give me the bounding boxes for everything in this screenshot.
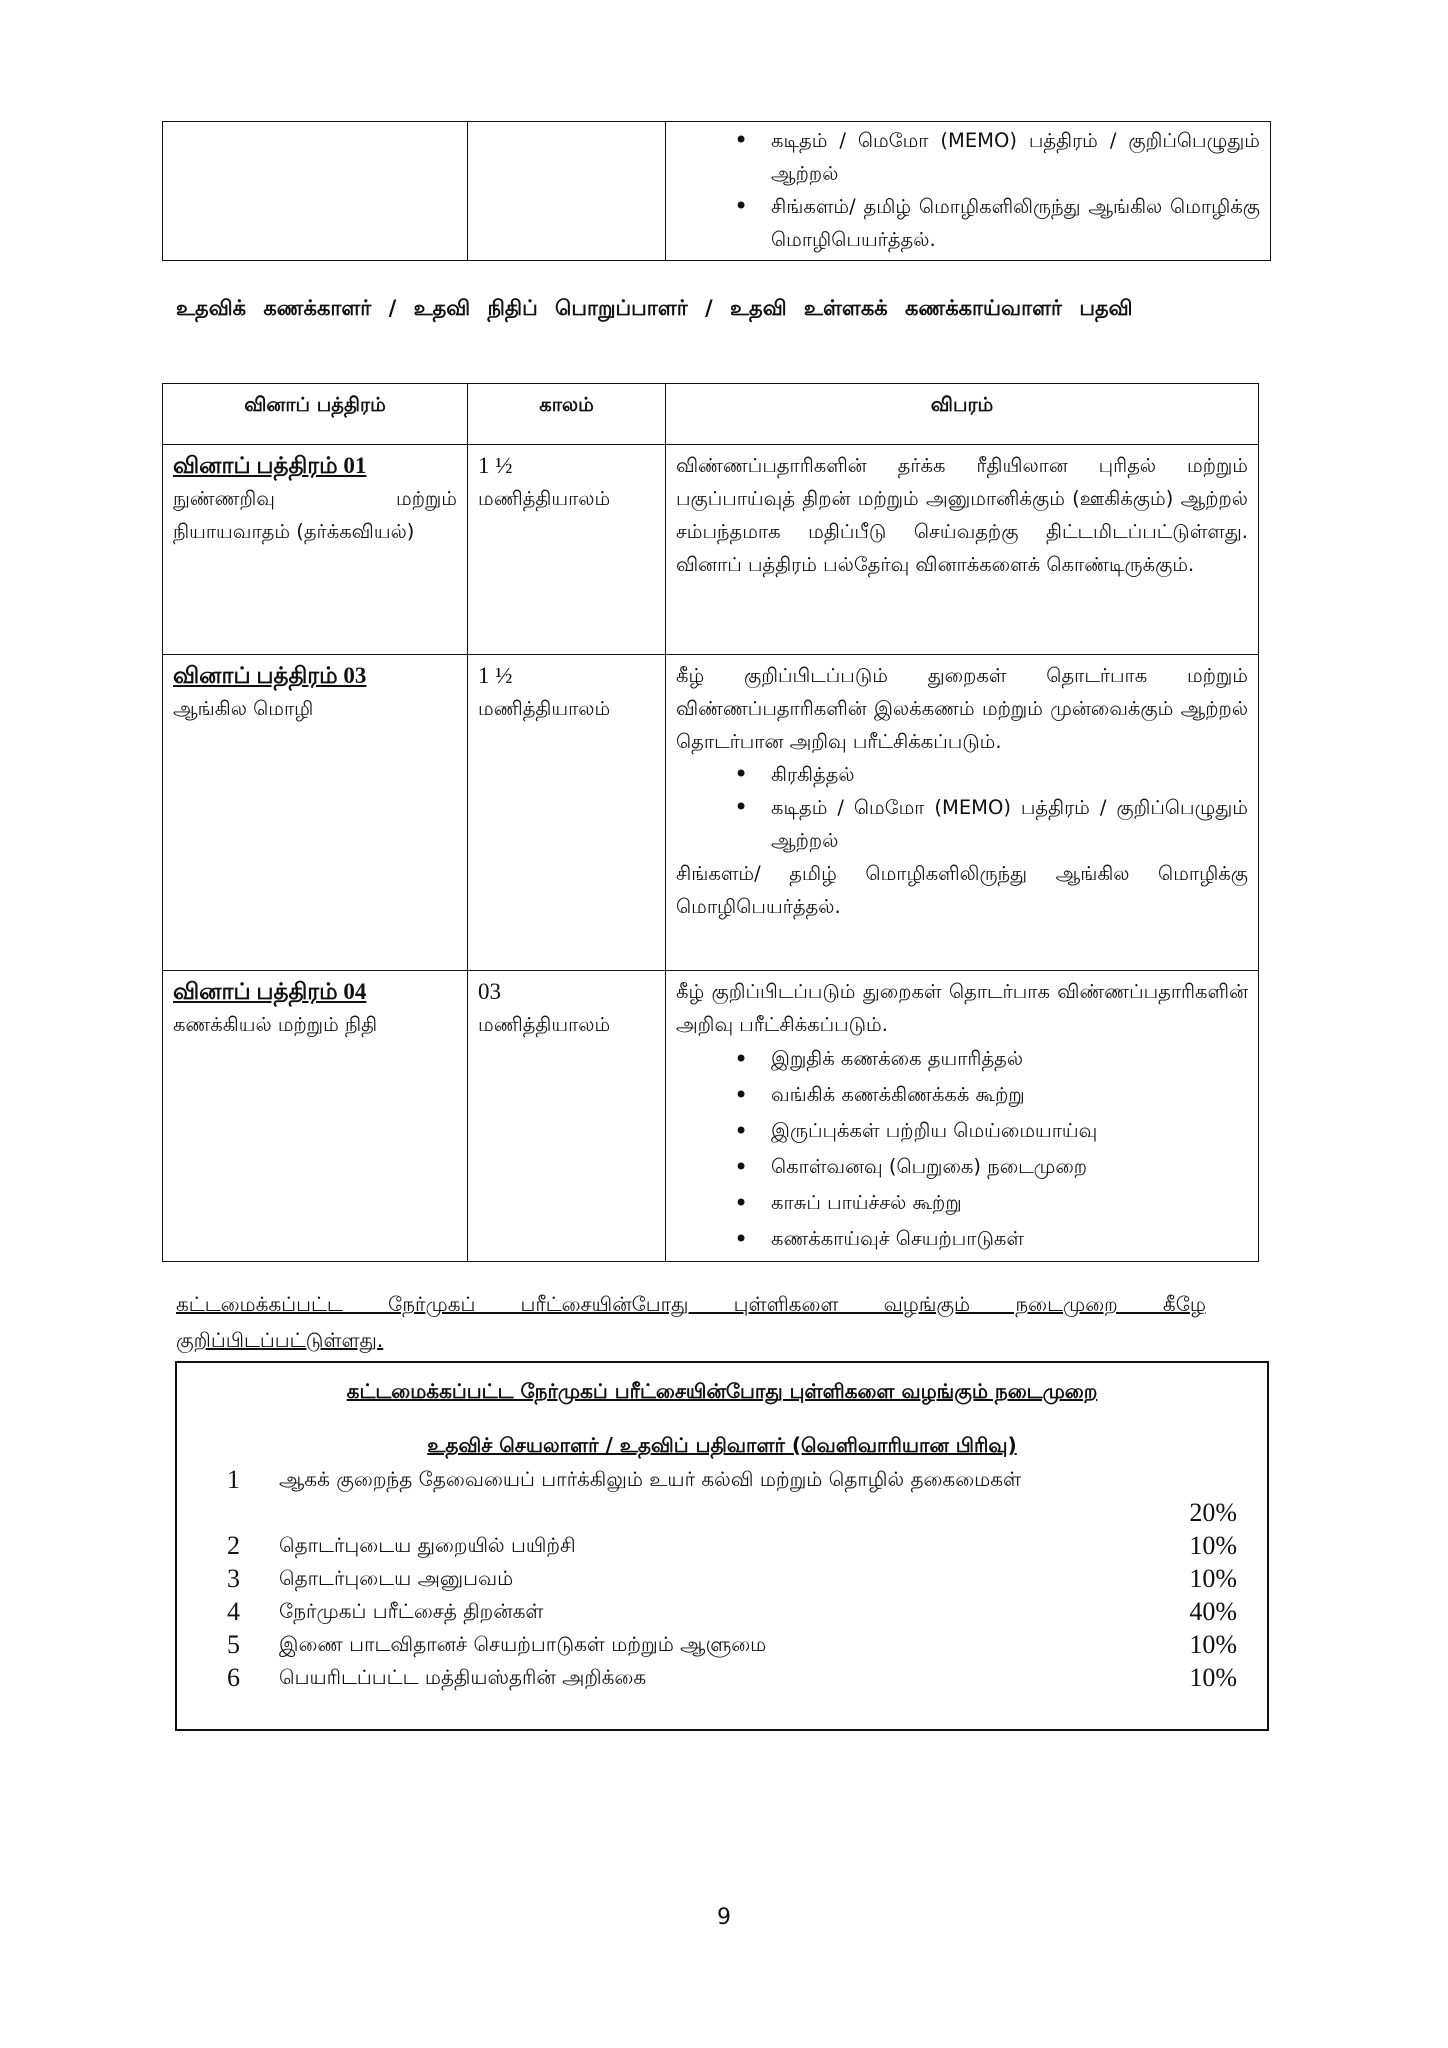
bullet-item: • வங்கிக் கணக்கிணக்கக் கூற்று	[676, 1077, 1248, 1113]
detail-text: கீழ் குறிப்பிடப்படும் துறைகள் தொடர்பாக விண்ணப்பதாரிகளின் அறிவு பரீட்சிக்கப்படும்.	[676, 980, 1248, 1036]
criterion-number: 2	[227, 1531, 240, 1560]
empty-cell	[163, 122, 468, 261]
table-header-row	[163, 384, 1259, 445]
criterion-number: 5	[227, 1630, 240, 1659]
empty-cell	[468, 122, 666, 261]
criterion-number: 4	[227, 1597, 240, 1626]
table-row	[163, 445, 1259, 655]
detail-cell	[666, 122, 1271, 261]
duration-value: 03	[478, 979, 501, 1004]
paper-subject: ஆங்கில மொழி	[173, 697, 314, 720]
criterion-row	[227, 1463, 1237, 1529]
duration-cell	[468, 655, 666, 971]
criterion-row	[227, 1529, 1237, 1562]
bullet-item: • கடிதம் / மெமோ (MEMO) பத்திரம் / குறிப்பெழுதும் ஆற்றல்	[676, 791, 1248, 857]
paper-title: வினாப் பத்திரம் 04	[173, 979, 367, 1004]
duration-cell	[468, 971, 666, 1262]
page-number: 9	[717, 1905, 731, 1930]
marks-note: கட்டமைக்கப்பட்ட நேர்முகப் பரீட்சையின்போது புள்ளிகளை வழங்கும் நடைமுறை கீழே குறிப்பிடப்பட்டுள்ளது.	[176, 1292, 1206, 1352]
duration-cell	[468, 445, 666, 655]
duration-value: 1 ½	[478, 453, 513, 478]
bullet-item: • கணக்காய்வுச் செயற்பாடுகள்	[676, 1221, 1248, 1257]
criterion-text: தொடர்புடைய அனுபவம்	[279, 1566, 514, 1590]
criterion-text: நேர்முகப் பரீட்சைத் திறன்கள்	[279, 1599, 544, 1623]
table-row	[163, 655, 1259, 971]
duration-unit: மணித்தியாலம்	[478, 487, 611, 510]
paper-subject: நுண்ணறிவு மற்றும் நியாயவாதம் (தர்க்கவியல்)	[173, 487, 457, 543]
criterion-weight: 10%	[1189, 1531, 1237, 1560]
duration-value: 1 ½	[478, 663, 513, 688]
criterion-weight: 40%	[1189, 1597, 1237, 1626]
marks-box-title: கட்டமைக்கப்பட்ட நேர்முகப் பரீட்சையின்போது புள்ளிகளை வழங்கும் நடைமுறை	[346, 1379, 1098, 1403]
marks-box-subtitle: உதவிச் செயலாளர் / உதவிப் பதிவாளர் (வெளிவாரியான பிரிவு)	[427, 1433, 1017, 1457]
criterion-weight: 10%	[1189, 1663, 1237, 1692]
paper-title: வினாப் பத்திரம் 03	[173, 663, 367, 688]
duration-unit: மணித்தியாலம்	[478, 697, 611, 720]
paper-cell	[163, 971, 468, 1262]
continued-table	[162, 121, 1271, 261]
bullet-item: • கொள்வனவு (பெறுகை) நடைமுறை	[676, 1149, 1248, 1185]
section-heading: உதவிக் கணக்காளர் / உதவி நிதிப் பொறுப்பாளர் / உதவி உள்ளகக் கணக்காய்வாளர் பதவி	[176, 296, 1133, 320]
criterion-text: இணை பாடவிதானச் செயற்பாடுகள் மற்றும் ஆளுமை	[279, 1632, 767, 1656]
detail-text: கீழ் குறிப்பிடப்படும் துறைகள் தொடர்பாக மற்றும் விண்ணப்பதாரிகளின் இலக்கணம் மற்றும் முன்வைக்கும் ஆற்றல் தொடர்பான அறிவு பரீட்சிக்கப்படும்.	[676, 664, 1248, 753]
criterion-row	[227, 1595, 1237, 1628]
bullet-item: • கிரகித்தல்	[676, 758, 1248, 791]
duration-unit: மணித்தியாலம்	[478, 1013, 611, 1036]
criterion-text: தொடர்புடைய துறையில் பயிற்சி	[279, 1533, 576, 1557]
criterion-number: 6	[227, 1663, 240, 1692]
paper-cell	[163, 445, 468, 655]
detail-text: விண்ணப்பதாரிகளின் தர்க்க ரீதியிலான புரிதல் மற்றும் பகுப்பாய்வுத் திறன் மற்றும் அனுமானிக்கும் (ஊகிக்கும்) ஆற்றல் சம்பந்தமாக மதிப்பீடு செய்வதற்கு திட்டமிடப்பட்டுள்ளது. வினாப் பத்திரம் பல்தேர்வு வினாக்களைக் கொண்டிருக்கும்.	[676, 454, 1248, 576]
detail-after-text: சிங்களம்/ தமிழ் மொழிகளிலிருந்து ஆங்கில மொழிக்கு மொழிபெயர்த்தல்.	[676, 862, 1248, 918]
bullet-item: • இருப்புக்கள் பற்றிய மெய்மையாய்வு	[676, 1113, 1248, 1149]
criterion-text: ஆகக் குறைந்த தேவையைப் பார்க்கிலும் உயர் கல்வி மற்றும் தொழில் தகைமைகள்	[279, 1467, 1022, 1491]
marks-scheme-box	[175, 1361, 1269, 1731]
bullet-item: • காசுப் பாய்ச்சல் கூற்று	[676, 1185, 1248, 1221]
criterion-weight: 10%	[1189, 1564, 1237, 1593]
column-header: விபரம்	[666, 384, 1259, 445]
criterion-row	[227, 1562, 1237, 1595]
paper-cell	[163, 655, 468, 971]
detail-cell	[666, 445, 1259, 655]
table-row	[163, 971, 1259, 1262]
criterion-row	[227, 1661, 1237, 1694]
criterion-number: 3	[227, 1564, 240, 1593]
criterion-weight: 10%	[1189, 1630, 1237, 1659]
bullet-item: • கடிதம் / மெமோ (MEMO) பத்திரம் / குறிப்பெழுதும் ஆற்றல்	[676, 124, 1260, 190]
bullet-item: • இறுதிக் கணக்கை தயாரித்தல்	[676, 1041, 1248, 1077]
column-header: காலம்	[468, 384, 666, 445]
column-header: வினாப் பத்திரம்	[163, 384, 468, 445]
bullet-item: • சிங்களம்/ தமிழ் மொழிகளிலிருந்து ஆங்கில மொழிக்கு மொழிபெயர்த்தல்.	[676, 190, 1260, 256]
criterion-weight: 20%	[1189, 1498, 1237, 1527]
paper-title: வினாப் பத்திரம் 01	[173, 453, 367, 478]
detail-cell	[666, 971, 1259, 1262]
exam-papers-table	[162, 383, 1259, 1262]
detail-cell	[666, 655, 1259, 971]
criterion-row	[227, 1628, 1237, 1661]
paper-subject: கணக்கியல் மற்றும் நிதி	[173, 1013, 378, 1036]
criterion-text: பெயரிடப்பட்ட மத்தியஸ்தரின் அறிக்கை	[279, 1665, 647, 1689]
criterion-number: 1	[227, 1465, 240, 1494]
